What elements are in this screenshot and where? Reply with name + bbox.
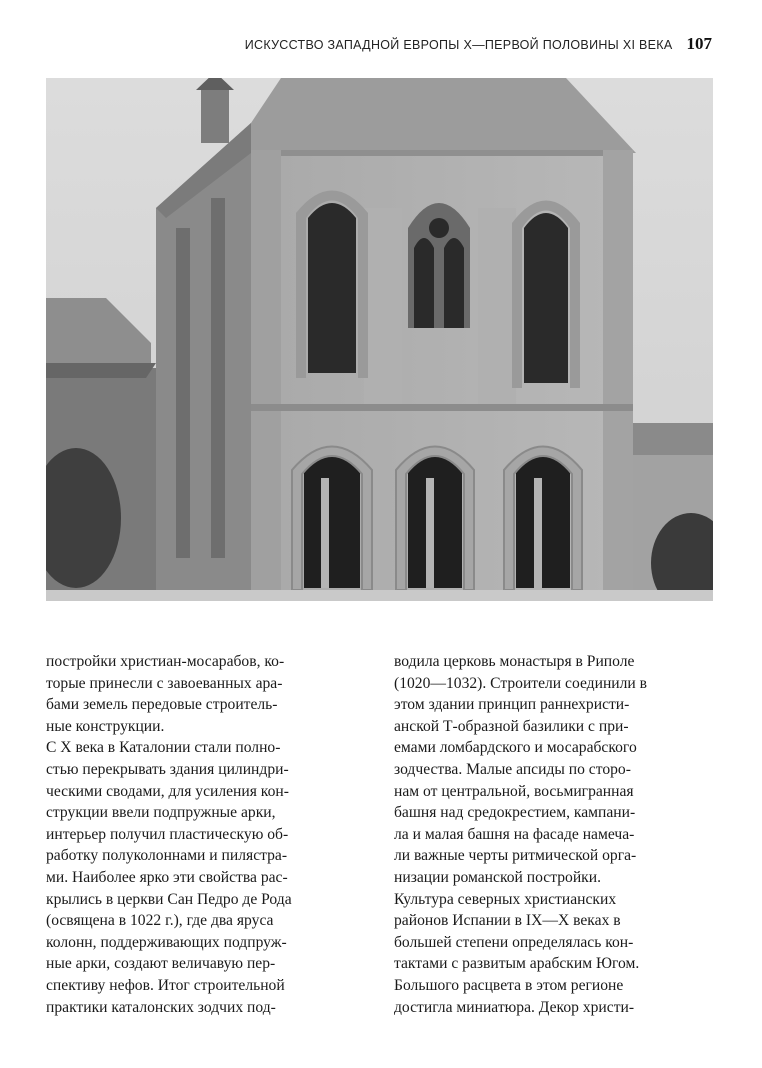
header-title: ИСКУССТВО ЗАПАДНОЙ ЕВРОПЫ X—ПЕРВОЙ ПОЛОВИНЫ XI ВЕКА	[244, 38, 673, 52]
text-columns	[46, 651, 715, 1018]
left-column	[46, 651, 367, 1018]
church-photo	[46, 78, 713, 601]
running-header	[0, 34, 712, 54]
paragraph: водила церковь монастыря в Риполе (1020—1032). Строители соединили в этом здании принцип раннехристи- анской Т-образной базилики с при- емами ломбардского и мосарабского зодчества. Малые апсиды по сторо- нам от центральной, восьмигранная башня над средокрестием, кампани- ла и малая башня на фасаде намеча- ли важные черты ритмической орга- низации романской постройки.	[394, 653, 648, 886]
paragraph: постройки христиан-мосарабов, ко- торые принесли с завоеванных ара- бами земель передовые строитель- ные конструкции.	[46, 653, 285, 735]
paragraph: С X века в Каталонии стали полно- стью перекрывать здания цилиндри- ческими сводами, для усиления кон- струкции ввели подпружные арки, интерьер получил пластическую об- работку полуколоннами и пилястра- ми. Наиболее ярко эти свойства рас- крылись в церкви Сан Педро де Рода (освящена в 1022 г.), где два яруса колонн, поддерживающих подпруж- ные арки, создают величавую пер- спективу нефов. Итог строительной практики каталонских зодчих под-	[46, 739, 292, 1016]
paragraph: Культура северных христианских районов Испании в IX—X веках в большей степени определялась кон- тактами с развитым арабским Югом. Большого расцвета в этом регионе достигла миниатюра. Декор христи-	[394, 890, 640, 1016]
page-number: 107	[686, 34, 712, 53]
right-column	[394, 651, 715, 1018]
